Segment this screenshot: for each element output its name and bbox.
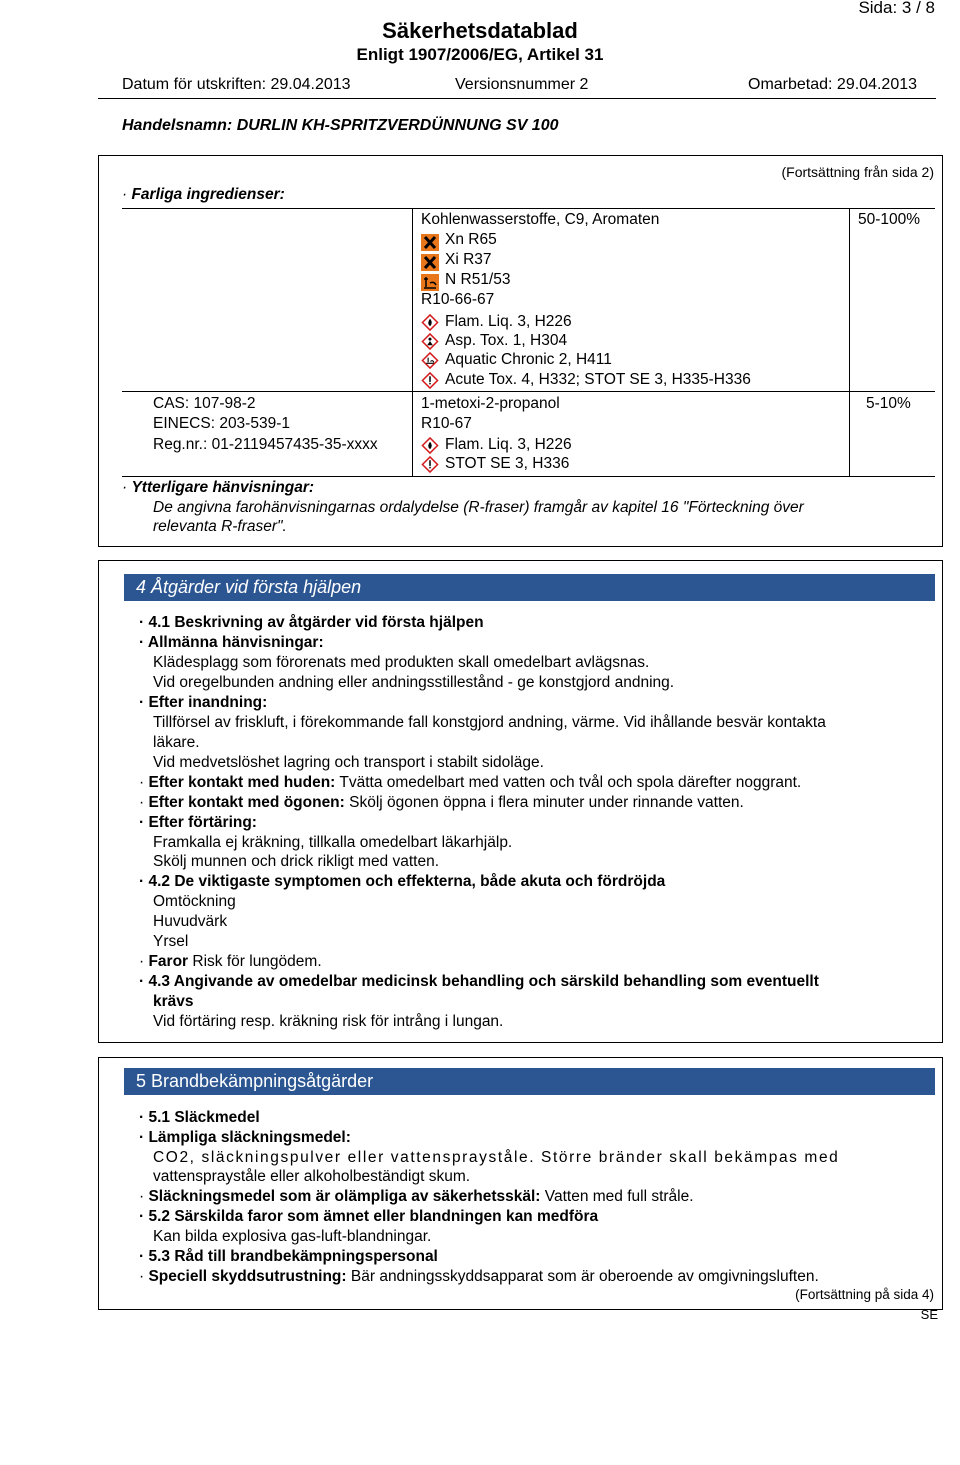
ghs-exclamation-icon <box>421 456 439 473</box>
s53-heading: · 5.3 Råd till brandbekämpningspersonal <box>139 1248 438 1265</box>
suitable-media-label: · Lämpliga släckningsmedel: <box>139 1129 351 1146</box>
general-advice-label: · Allmänna hänvisningar: <box>139 634 324 651</box>
environment-hazard-icon <box>421 274 439 291</box>
classification-line: Flam. Liq. 3, H226 <box>445 313 572 330</box>
table-divider <box>849 208 850 476</box>
classification-line: Asp. Tox. 1, H304 <box>445 332 568 349</box>
ingredient-concentration: 50-100% <box>858 211 921 228</box>
continued-from: (Fortsättning från sida 2) <box>781 164 934 180</box>
general-advice-text: Vid oregelbunden andning eller andningsstillestånd - ge konstgjord andning. <box>153 674 675 691</box>
ingredient-concentration: 5-10% <box>866 395 911 412</box>
table-divider <box>122 208 935 209</box>
cross-hazard-icon <box>421 234 439 251</box>
s51-heading: · 5.1 Släckmedel <box>139 1109 260 1126</box>
skin-contact: · Efter kontakt med huden: Tvätta omedelbart med vatten och tvål och spola därefter noggrant. <box>139 774 802 791</box>
s43-text: Vid förtäring resp. kräkning risk för intrång i lungan. <box>153 1013 504 1030</box>
symptom: Omtöckning <box>153 893 236 910</box>
ingestion-text: Framkalla ej kräkning, tillkalla omedelbart läkarhjälp. <box>153 834 513 851</box>
further-info-label: · Ytterligare hänvisningar: <box>122 479 315 496</box>
classification-line: N R51/53 <box>445 271 511 288</box>
protective-equipment: · Speciell skyddsutrustning: Bär andningsskyddsapparat som är oberoende av omgivningsluften. <box>139 1268 819 1285</box>
trade-name: Handelsnamn: DURLIN KH-SPRITZVERDÜNNUNG SV 100 <box>122 117 559 134</box>
ghs-health-hazard-icon <box>421 333 439 350</box>
einecs-number: EINECS: 203-539-1 <box>153 415 290 432</box>
classification-line: Flam. Liq. 3, H226 <box>445 436 572 453</box>
print-date: Datum för utskriften: 29.04.2013 <box>122 76 351 93</box>
ghs-exclamation-icon <box>421 372 439 389</box>
s52-heading: · 5.2 Särskilda faror som ämnet eller blandningen kan medföra <box>139 1208 599 1225</box>
country-code: SE <box>920 1307 938 1322</box>
table-divider <box>122 391 935 392</box>
table-divider <box>412 208 413 476</box>
cas-number: CAS: 107-98-2 <box>153 395 256 412</box>
section4-header: 4 Åtgärder vid första hjälpen <box>124 574 935 601</box>
header-divider <box>98 98 936 99</box>
document-subtitle: Enligt 1907/2006/EG, Artikel 31 <box>356 45 604 64</box>
classification-line: Xi R37 <box>445 251 492 268</box>
s41-heading: · 4.1 Beskrivning av åtgärder vid första hjälpen <box>139 614 484 631</box>
classification-line: R10-67 <box>421 415 472 432</box>
ghs-environment-icon <box>421 352 439 369</box>
inhalation-label: · Efter inandning: <box>139 694 268 711</box>
classification-line: Acute Tox. 4, H332; STOT SE 3, H335-H336 <box>445 371 751 388</box>
unsuitable-media: · Släckningsmedel som är olämpliga av säkerhetsskäl: Vatten med full stråle. <box>139 1188 694 1205</box>
s52-text: Kan bilda explosiva gas-luft-blandningar. <box>153 1228 432 1245</box>
classification-line: Xn R65 <box>445 231 497 248</box>
symptom: Yrsel <box>153 933 189 950</box>
registration-number: Reg.nr.: 01-2119457435-35-xxxx <box>153 436 378 453</box>
document-title: Säkerhetsdatablad <box>382 18 578 43</box>
danger-line: · Faror Risk för lungödem. <box>139 953 322 970</box>
ingredients-heading: · Farliga ingredienser: <box>122 186 285 203</box>
symptom: Huvudvärk <box>153 913 228 930</box>
table-divider <box>122 476 935 477</box>
eye-contact: · Efter kontakt med ögonen: Skölj ögonen öppna i flera minuter under rinnande vatten. <box>139 794 744 811</box>
suitable-media-text: vattensprayståle eller alkoholbeständigt skum. <box>153 1168 471 1185</box>
ingredient-name: 1-metoxi-2-propanol <box>421 395 560 412</box>
page-number: Sida: 3 / 8 <box>858 0 935 17</box>
ingredient-name: Kohlenwasserstoffe, C9, Aromaten <box>421 211 660 228</box>
classification-line: Aquatic Chronic 2, H411 <box>445 351 612 368</box>
ghs-flame-icon <box>421 314 439 331</box>
ghs-flame-icon <box>421 437 439 454</box>
continued-to: (Fortsättning på sida 4) <box>795 1287 934 1302</box>
classification-line: R10-66-67 <box>421 291 495 308</box>
revised-date: Omarbetad: 29.04.2013 <box>748 76 918 93</box>
version-number: Versionsnummer 2 <box>455 76 589 93</box>
further-info-text: De angivna farohänvisningarnas ordalydelse (R-fraser) framgår av kapitel 16 "Förteckning över <box>153 499 804 516</box>
inhalation-text: läkare. <box>153 734 200 751</box>
cross-hazard-icon <box>421 254 439 271</box>
inhalation-text: Tillförsel av friskluft, i förekommande fall konstgjord andning, värme. Vid ihållande besvär kontakta <box>153 714 826 731</box>
s42-heading: · 4.2 De viktigaste symptomen och effekterna, både akuta och fördröjda <box>139 873 666 890</box>
suitable-media-text: CO2, släckningspulver eller vattensprayståle. Större bränder skall bekämpas med <box>153 1149 840 1166</box>
inhalation-text: Vid medvetslöshet lagring och transport i stabilt sidoläge. <box>153 754 544 771</box>
s43-heading-cont: krävs <box>153 993 194 1010</box>
classification-line: STOT SE 3, H336 <box>445 455 570 472</box>
further-info-text: relevanta R-fraser". <box>153 518 287 535</box>
general-advice-text: Klädesplagg som förorenats med produkten skall omedelbart avlägsnas. <box>153 654 650 671</box>
section5-header: 5 Brandbekämpningsåtgärder <box>124 1068 935 1095</box>
ingestion-text: Skölj munnen och drick rikligt med vatten. <box>153 853 440 870</box>
ingestion-label: · Efter förtäring: <box>139 814 257 831</box>
s43-heading: · 4.3 Angivande av omedelbar medicinsk behandling och särskild behandling som eventuellt <box>139 973 819 990</box>
